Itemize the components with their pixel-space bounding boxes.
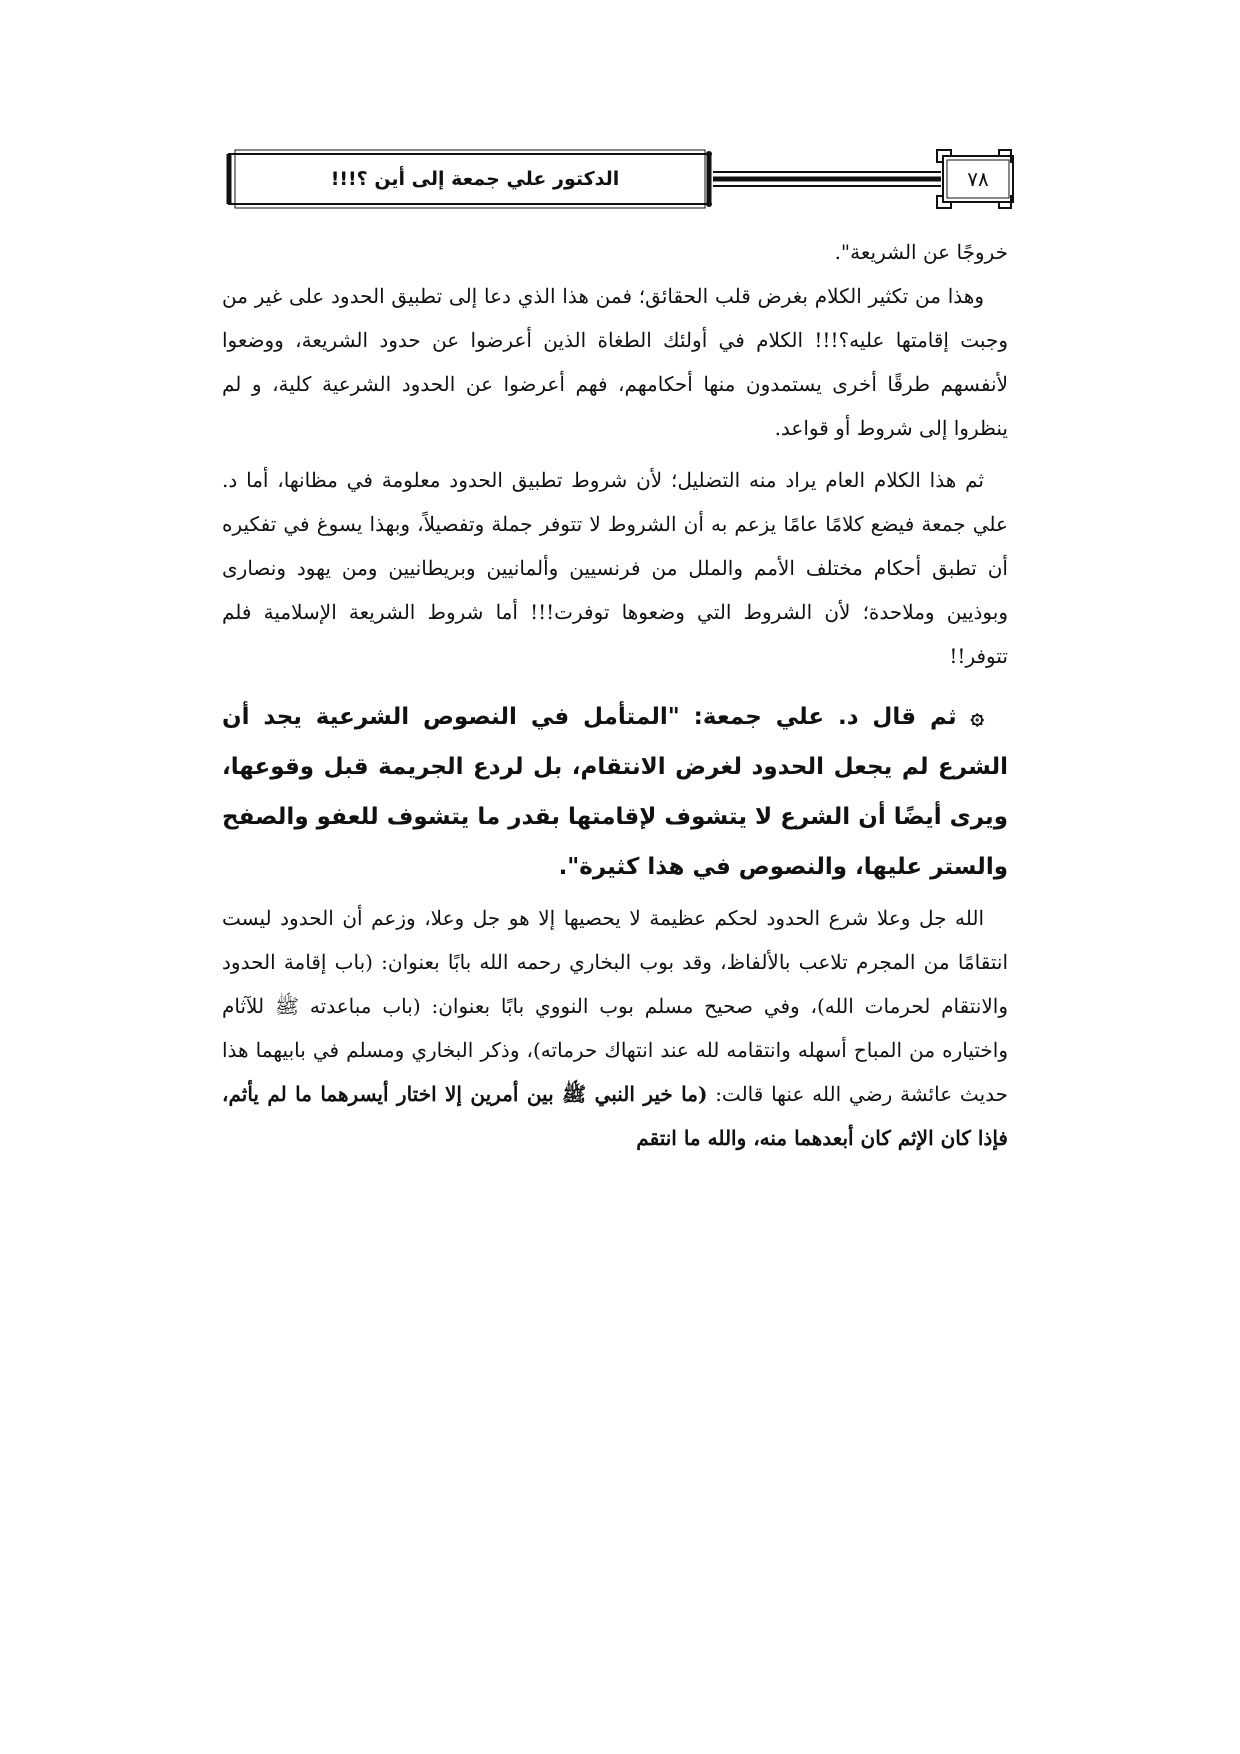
paragraph-5-regular: الله جل وعلا شرع الحدود لحكم عظيمة لا يحصيها إلا هو جل وعلا، وزعم أن الحدود ليست انتقامًا من المجرم تلاعب بالألفاظ، وقد بوب البخاري رحمه الله بابًا بعنوان: (باب إقامة الحدود والانتقام لحرمات الله)، وفي صحيح مسلم بوب النووي بابًا بعنوان: (باب مباعدته ﷺ للآثام واختياره من المباح أسهله وانتقامه لله عند انتهاك حرماته)، وذكر البخاري ومسلم في بابيهما هذا حديث عائشة رضي الله عنها قالت: [222, 906, 1008, 1106]
body-text [222, 230, 1008, 1160]
hadith-quote: (ما خير النبي ﷺ بين أمرين إلا اختار أيسرهما ما لم يأثم، فإذا كان الإثم كان أبعدهما منه، والله ما انتقم [222, 1082, 1008, 1150]
paragraph-5 [222, 896, 1008, 1160]
paragraph-2: وهذا من تكثير الكلام بغرض قلب الحقائق؛ فمن هذا الذي دعا إلى تطبيق الحدود على غير من وجبت إقامتها عليه؟!!! الكلام في أولئك الطغاة الذين أعرضوا عن حدود الشريعة، ووضعوا لأنفسهم طرقًا أخرى يستمدون منها أحكامهم، فهم أعرضوا عن الحدود الشرعية كلية، و لم ينظروا إلى شروط أو قواعد. [222, 284, 1008, 440]
page-number: ٧٨ [967, 167, 989, 191]
page-header [225, 148, 1015, 210]
running-title: الدكتور علي جمعة إلى أين ؟!!! [330, 168, 620, 190]
paragraph-3: ثم هذا الكلام العام يراد منه التضليل؛ لأن شروط تطبيق الحدود معلومة في مظانها، أما د. علي جمعة فيضع كلامًا عامًا يزعم به أن الشروط لا تتوفر جملة وتفصيلاً، وبهذا يسوغ في تفكيره أن تطبق أحكام مختلف الأمم والملل من فرنسيين وألمانيين وبريطانيين ومن يهود ونصارى وبوذيين وملاحدة؛ لأن الشروط التي وضعوها توفرت!!! أما شروط الشريعة الإسلامية فلم تتوفر!! [222, 468, 1008, 668]
paragraph-1: خروجًا عن الشريعة". [834, 240, 1008, 264]
quoted-statement: ۞ ثم قال د. علي جمعة: "المتأمل في النصوص الشرعية يجد أن الشرع لم يجعل الحدود لغرض الانتقام، بل لردع الجريمة قبل وقوعها، ويرى أيضًا أن الشرع لا يتشوف لإقامتها بقدر ما يتشوف للعفو والصفح والستر عليها، والنصوص في هذا كثيرة". [222, 704, 1008, 880]
